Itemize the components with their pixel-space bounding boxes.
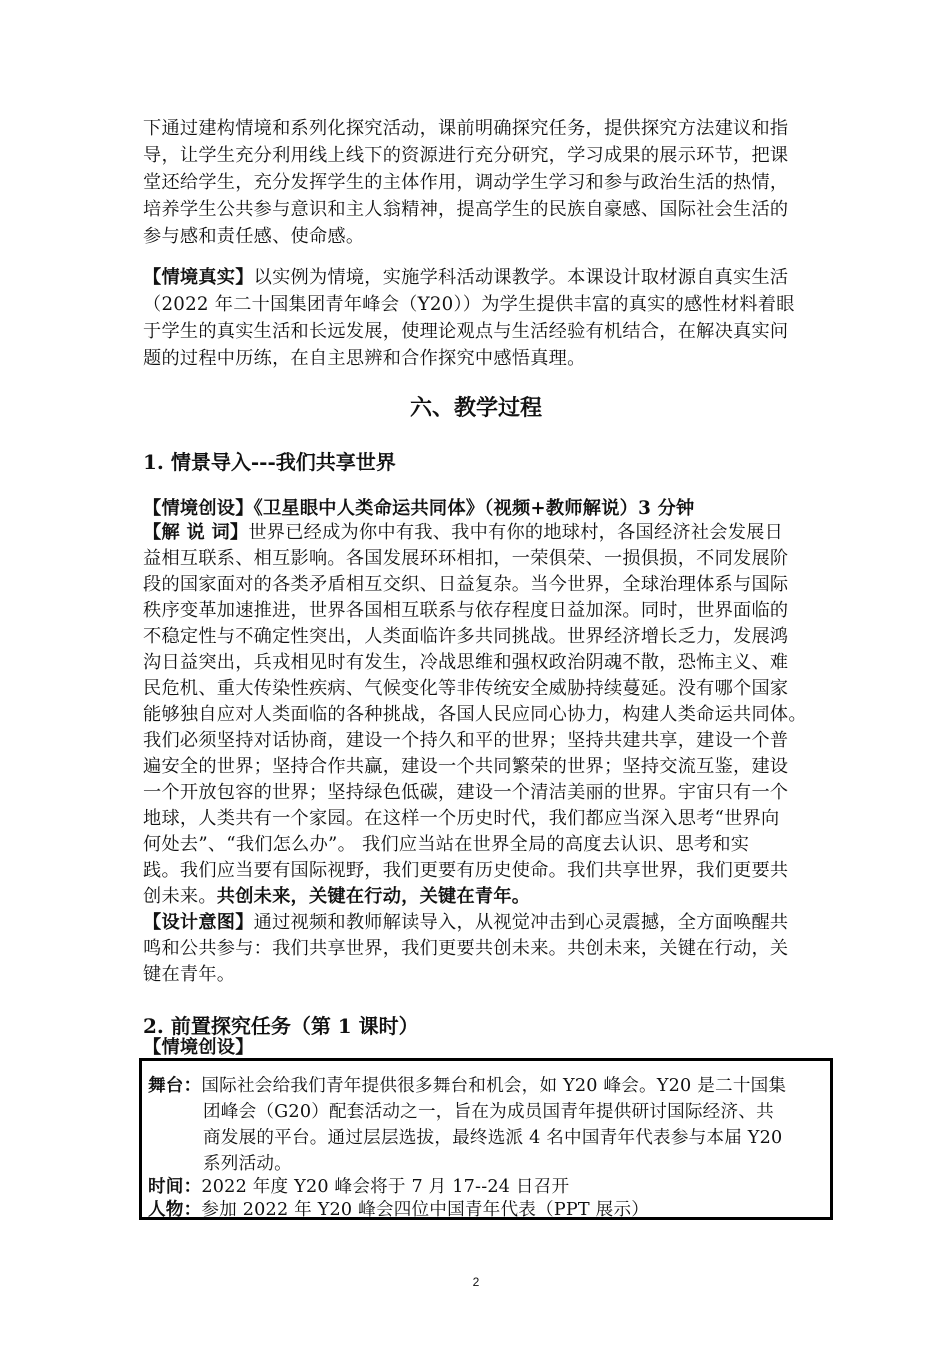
stage-text: 国际社会给我们青年提供很多舞台和机会，如 Y20 峰会。Y20 是二十国集 <box>201 1076 787 1096</box>
time-label: 时间： <box>148 1176 202 1197</box>
design-line <box>143 909 808 936</box>
situation-real-text: 以实例为情境，实施学科活动课教学。本课设计取材源自真实生活 <box>253 267 789 288</box>
person-text: 参加 2022 年 Y20 峰会四位中国青年代表（PPT 展示） <box>201 1200 650 1220</box>
info-box <box>139 1058 833 1220</box>
page-number: 2 <box>472 1275 480 1289</box>
situation-real-line: （2022 年二十国集团青年峰会（Y20））为学生提供丰富的真实的感性材料着眼 <box>143 294 795 315</box>
intro-line: 参与感和责任感、使命感。 <box>143 226 365 247</box>
person-line <box>148 1197 649 1223</box>
part2-setting-label: 【情境创设】 <box>143 1037 254 1058</box>
commentary-line: 不稳定性与不确定性突出，人类面临许多共同挑战。世界经济增长乏力，发展鸿 <box>143 626 789 647</box>
design-line: 鸣和公共参与：我们共享世界，我们更要共创未来。共创未来，关键在行动，关 <box>143 938 789 959</box>
part1-heading: 1. 情景导入---我们共享世界 <box>143 450 396 474</box>
situation-real-line <box>143 264 808 291</box>
commentary-line: 秩序变革加速推进，世界各国相互联系与依存程度日益加深。同时，世界面临的 <box>143 600 789 621</box>
commentary-line: 遍安全的世界；坚持合作共赢，建设一个共同繁荣的世界；坚持交流互鉴，建设 <box>143 756 789 777</box>
commentary-line: 我们必须坚持对话协商，建设一个持久和平的世界；坚持共建共享，建设一个普 <box>143 730 789 751</box>
commentary-label: 【解 说 词】 <box>143 522 249 543</box>
design-line: 键在青年。 <box>143 964 236 985</box>
commentary-line: 地球，人类共有一个家园。在这样一个历史时代，我们都应当深入思考“世界向 <box>143 808 780 829</box>
person-label: 人物： <box>148 1199 202 1220</box>
design-label: 【设计意图】 <box>143 912 254 933</box>
commentary-line: 一个开放包容的世界；坚持绿色低碳，建设一个清洁美丽的世界。宇宙只有一个 <box>143 782 789 803</box>
commentary-last-text: 创未来。 <box>143 886 217 907</box>
situation-real-line: 题的过程中历练，在自主思辨和合作探究中感悟真理。 <box>143 348 586 369</box>
intro-line: 培养学生公共参与意识和主人翁精神，提高学生的民族自豪感、国际社会生活的 <box>143 199 789 220</box>
time-text: 2022 年度 Y20 峰会将于 7 月 17--24 日召开 <box>201 1177 570 1197</box>
intro-line: 堂还给学生，充分发挥学生的主体作用，调动学生学习和参与政治生活的热情， <box>143 172 789 193</box>
intro-line: 导，让学生充分利用线上线下的资源进行充分研究，学习成果的展示环节，把课 <box>143 145 789 166</box>
commentary-line: 何处去”、“我们怎么办”。 我们应当站在世界全局的高度去认识、思考和实 <box>143 834 750 855</box>
design-text: 通过视频和教师解读导入，从视觉冲击到心灵震撼，全方面唤醒共 <box>253 912 789 933</box>
intro-line: 下通过建构情境和系列化探究活动，课前明确探究任务，提供探究方法建议和指 <box>143 118 789 139</box>
commentary-emphasis: 共创未来，关键在行动，关键在青年。 <box>216 886 531 907</box>
situation-real-line: 于学生的真实生活和长远发展，使理论观点与生活经验有机结合，在解决真实问 <box>143 321 789 342</box>
stage-line: 系列活动。 <box>203 1154 292 1174</box>
commentary-line <box>143 883 808 910</box>
commentary-line: 沟日益突出，兵戎相见时有发生，冷战思维和强权政治阴魂不散，恐怖主义、难 <box>143 652 789 673</box>
part1-setting: 【情境创设】《卫星眼中人类命运共同体》（视频+教师解说）3 分钟 <box>143 498 695 519</box>
stage-label: 舞台： <box>148 1075 202 1096</box>
stage-line: 商发展的平台。通过层层选拔，最终选派 4 名中国青年代表参与本届 Y20 <box>203 1128 783 1148</box>
situation-real-label: 【情境真实】 <box>143 267 254 288</box>
commentary-line: 益相互联系、相互影响。各国发展环环相扣，一荣俱荣、一损俱损，不同发展阶 <box>143 548 789 569</box>
commentary-line: 民危机、重大传染性疾病、气候变化等非传统安全威胁持续蔓延。没有哪个国家 <box>143 678 789 699</box>
commentary-line: 段的国家面对的各类矛盾相互交织、日益复杂。当今世界，全球治理体系与国际 <box>143 574 789 595</box>
commentary-line <box>143 519 808 546</box>
section-title: 六、教学过程 <box>409 395 542 421</box>
commentary-line: 能够独自应对人类面临的各种挑战，各国人民应同心协力，构建人类命运共同体。 <box>143 704 807 725</box>
stage-line <box>148 1073 786 1099</box>
commentary-text: 世界已经成为你中有我、我中有你的地球村，各国经济社会发展日 <box>248 522 784 543</box>
commentary-line: 践。我们应当要有国际视野，我们更要有历史使命。我们共享世界，我们更要共 <box>143 860 789 881</box>
part2-heading: 2. 前置探究任务（第 1 课时） <box>143 1014 419 1038</box>
stage-line: 团峰会（G20）配套活动之一，旨在为成员国青年提供研讨国际经济、共 <box>203 1102 774 1122</box>
